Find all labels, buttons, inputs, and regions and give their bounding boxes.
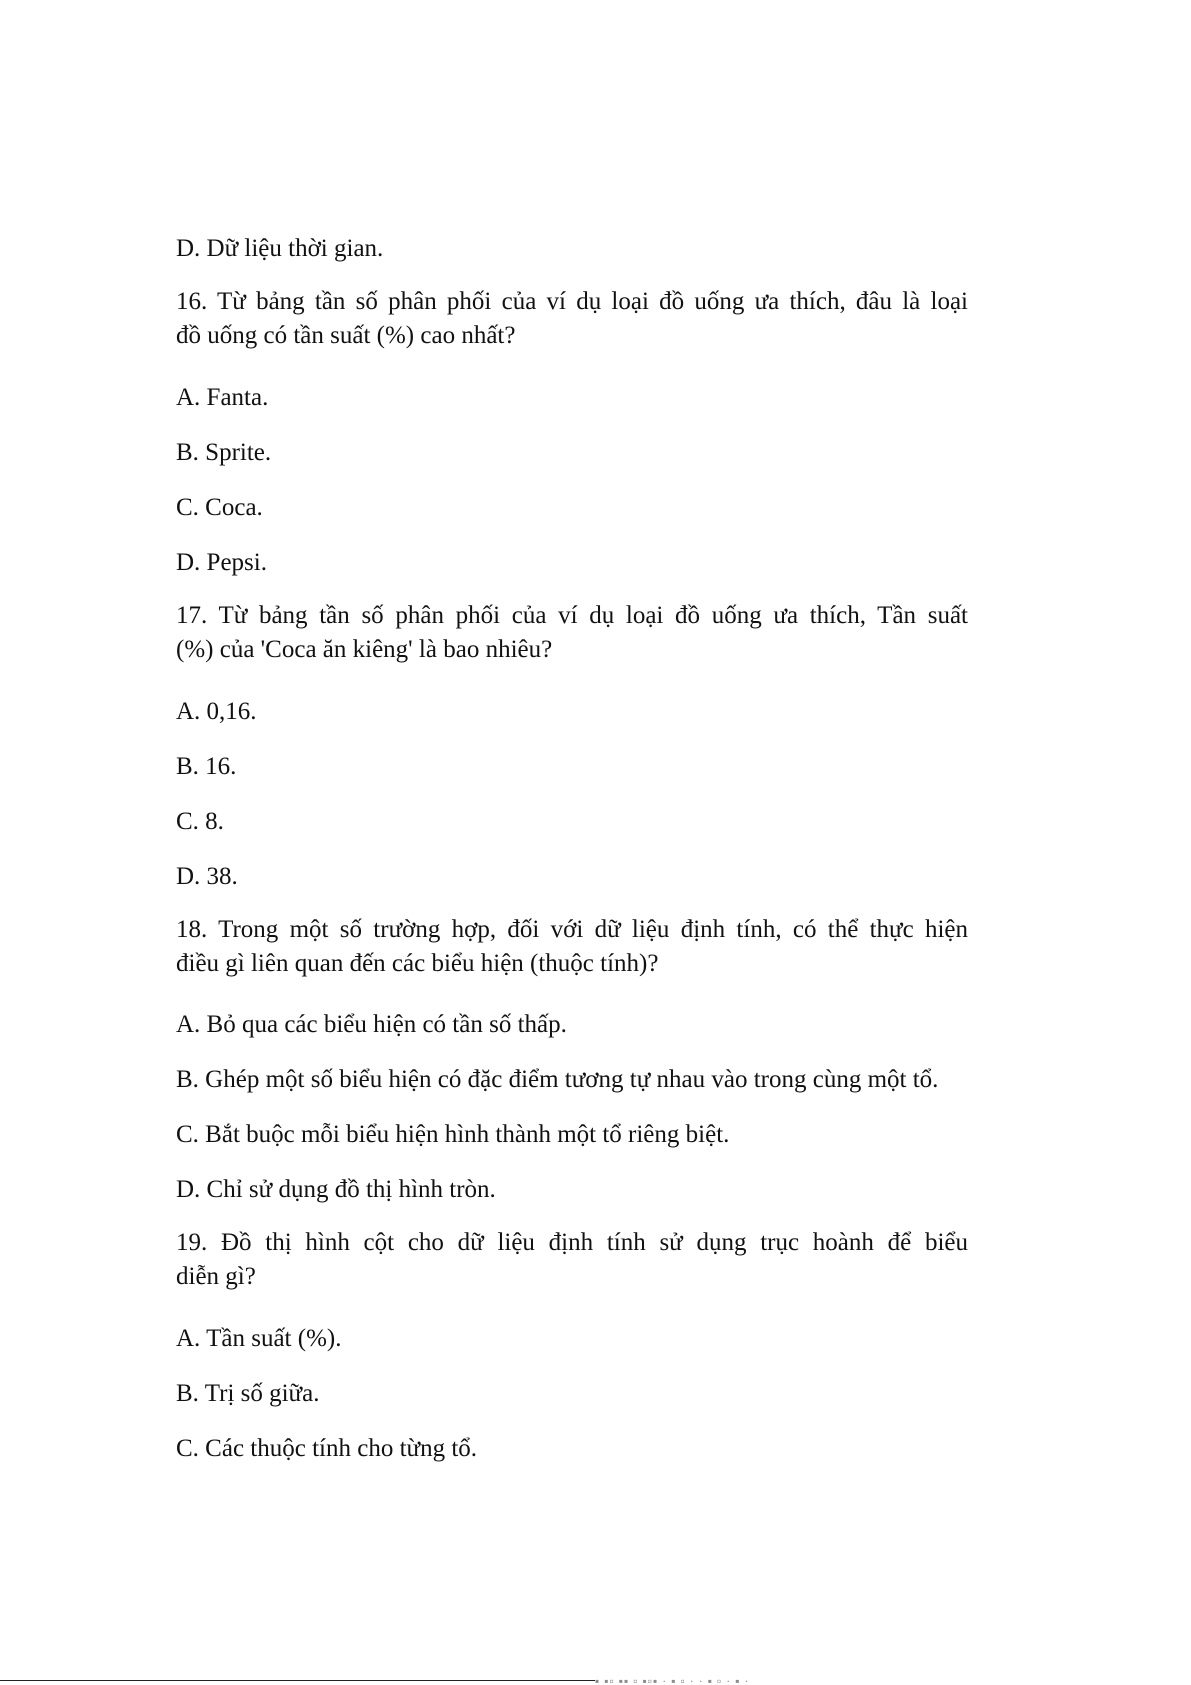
- q19-option-b: B. Trị số giữa.: [176, 1380, 320, 1407]
- q18-question-line-1: 18. Trong một số trường hợp, đối với dữ liệu định tính, có thể thực hiện: [176, 916, 968, 943]
- footer-faint-marks: ▪ ▪▫ ▪▪ ▫ ▪▫▪ · ▪ ▫ · · ▪ ▫ · ▪ ·: [595, 1675, 750, 1685]
- q17-option-a: A. 0,16.: [176, 698, 257, 725]
- q16-option-d: D. Pepsi.: [176, 549, 267, 576]
- q17-option-d: D. 38.: [176, 863, 238, 890]
- q17-option-c: C. 8.: [176, 808, 224, 835]
- q19-question-line-1: 19. Đồ thị hình cột cho dữ liệu định tính sử dụng trục hoành để biểu: [176, 1229, 968, 1256]
- q16-option-a: A. Fanta.: [176, 384, 269, 411]
- q19-question-line-2: diễn gì?: [176, 1263, 256, 1290]
- q18-option-a: A. Bỏ qua các biểu hiện có tần số thấp.: [176, 1011, 567, 1038]
- q18-question-line-2: điều gì liên quan đến các biểu hiện (thuộc tính)?: [176, 950, 659, 977]
- q17-question-line-2: (%) của 'Coca ăn kiêng' là bao nhiêu?: [176, 636, 553, 663]
- q19-option-a: A. Tần suất (%).: [176, 1325, 342, 1352]
- q18-option-d: D. Chỉ sử dụng đồ thị hình tròn.: [176, 1176, 496, 1203]
- q19-option-c: C. Các thuộc tính cho từng tổ.: [176, 1435, 478, 1462]
- q16-question-line-1: 16. Từ bảng tần số phân phối của ví dụ loại đồ uống ưa thích, đâu là loại: [176, 288, 968, 315]
- q18-option-b: B. Ghép một số biểu hiện có đặc điểm tương tự nhau vào trong cùng một tổ.: [176, 1066, 939, 1093]
- q16-option-b: B. Sprite.: [176, 439, 272, 466]
- q15-option-d: D. Dữ liệu thời gian.: [176, 235, 384, 262]
- q16-option-c: C. Coca.: [176, 494, 263, 521]
- q16-question-line-2: đồ uống có tần suất (%) cao nhất?: [176, 322, 516, 349]
- footer-divider: [0, 1680, 595, 1681]
- q17-option-b: B. 16.: [176, 753, 237, 780]
- q17-question-line-1: 17. Từ bảng tần số phân phối của ví dụ loại đồ uống ưa thích, Tần suất: [176, 602, 968, 629]
- q18-option-c: C. Bắt buộc mỗi biểu hiện hình thành một tổ riêng biệt.: [176, 1121, 730, 1148]
